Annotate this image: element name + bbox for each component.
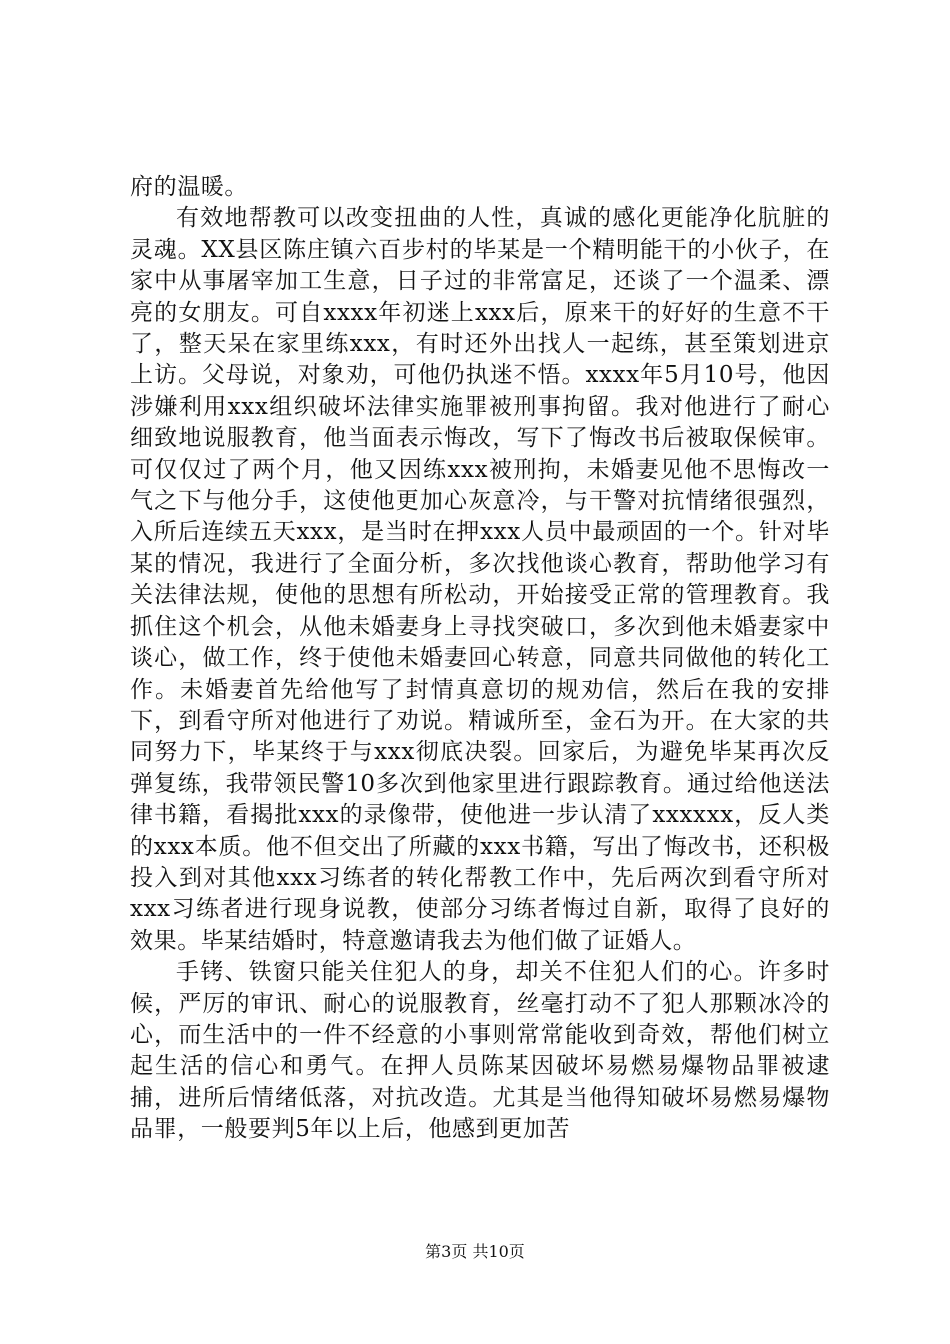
body-text: [130, 172, 830, 1146]
paragraph-continuation: 府的温暖。: [130, 174, 248, 200]
paragraph-chen-case: 手铐、铁窗只能关住犯人的身，却关不住犯人们的心。许多时候，严厉的审讯、耐心的说服教育，丝毫打动不了犯人那颗冰冷的心，而生活中的一件不经意的小事则常常能收到奇效，帮他们树立起生活的信心和勇气。在押人员陈某因破坏易燃易爆物品罪被逮捕，进所后情绪低落，对抗改造。尤其是当他得知破坏易燃易爆物品罪，一般要判5年以上后，他感到更加苦: [130, 959, 830, 1143]
page-footer: 第3页 共10页: [425, 1242, 525, 1261]
paragraph-bi-case: 有效地帮教可以改变扭曲的人性，真诚的感化更能净化肮脏的灵魂。XX县区陈庄镇六百步村的毕某是一个精明能干的小伙子，在家中从事屠宰加工生意，日子过的非常富足，还谈了一个温柔、漂亮的女朋友。可自xxxx年初迷上xxx后，原来干的好好的生意不干了，整天呆在家里练xxx，有时还外出找人一起练，甚至策划进京上访。父母说，对象劝，可他仍执迷不悟。xxxx年5月10号，他因涉嫌利用xxx组织破坏法律实施罪被刑事拘留。我对他进行了耐心细致地说服教育，他当面表示悔改，写下了悔改书后被取保候审。可仅仅过了两个月，他又因练xxx被刑拘，未婚妻见他不思悔改一气之下与他分手，这使他更加心灰意冷，与干警对抗情绪很强烈，入所后连续五天xxx，是当时在押xxx人员中最顽固的一个。针对毕某的情况，我进行了全面分析，多次找他谈心教育，帮助他学习有关法律法规，使他的思想有所松动，开始接受正常的管理教育。我抓住这个机会，从他未婚妻身上寻找突破口，多次到他未婚妻家中谈心，做工作，终于使他未婚妻回心转意，同意共同做他的转化工作。未婚妻首先给他写了封情真意切的规劝信，然后在我的安排下，到看守所对他进行了劝说。精诚所至，金石为开。在大家的共同努力下，毕某终于与xxx彻底决裂。回家后，为避免毕某再次反弹复练，我带领民警10多次到他家里进行跟踪教育。通过给他送法律书籍，看揭批xxx的录像带，使他进一步认清了xxxxxx，反人类的xxx本质。他不但交出了所藏的xxx书籍，写出了悔改书，还积极投入到对其他xxx习练者的转化帮教工作中，先后两次到看守所对xxx习练者进行现身说教，使部分习练者悔过自新，取得了良好的效果。毕某结婚时，特意邀请我去为他们做了证婚人。: [130, 205, 830, 954]
